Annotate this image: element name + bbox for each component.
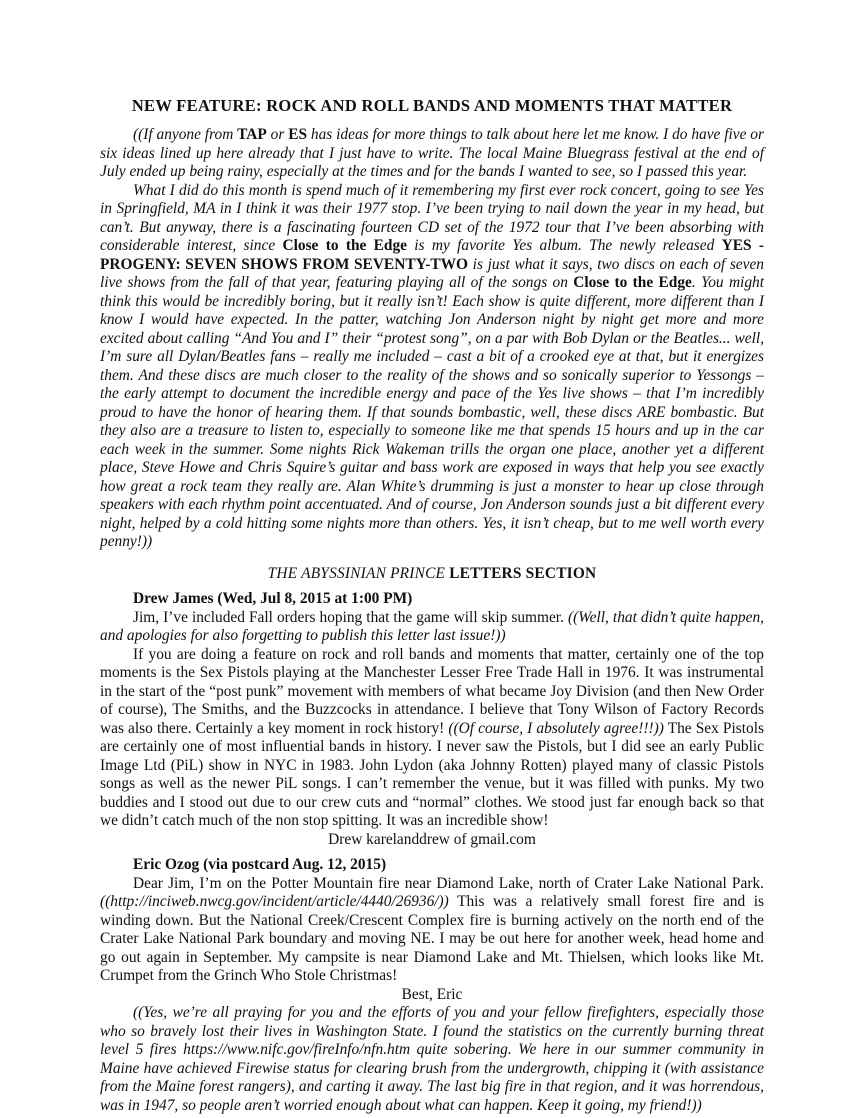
text-run: . You might think this would be incredibly boring, but it really isn’t! Each show is quite different, more different than I know I would have expected. In the patter, watching Jon Anderson night by night get more and more excited about calling “And You and I” their “protest song”, on a par with Bob Dylan or the Beatles... well, I’m sure all Dylan/Beatles fans – really me included – cast a bit of a crooked eye at that, but it energizes them. And these discs are much closer to the reality of the shows and so sonically superior to Yessongs – the early attempt to document the incredible energy and pace of the Yes live shows – that I’m incredibly proud to have the honor of hearing them. If that sounds bombastic, well, these discs ARE bombastic. But they also are a treasure to listen to, especially to someone like me that spends 15 hours and up in the car each week in the summer. Some nights Rick Wakeman trills the organ one place, another yet a different place, Steve Howe and Chris Squire’s guitar and bass work are exposed in ways that help you see exactly how great a rock team they really are. Alan White’s drumming is just a monster to hear up close through speakers with each rhythm point accentuated. And of course, Jon Anderson sounds just a bit different every night, helped by a cold hitting some nights more than others. Yes, it isn’t cheap, but to me well worth every penny!)): [100, 274, 764, 550]
text-run: Close to the Edge: [573, 274, 692, 291]
text-run: Eric Ozog (via postcard Aug. 12, 2015): [133, 856, 387, 873]
text-run: is just what it says, two discs on each of seven live shows from the fall of that year, featuring playing all of the songs on: [100, 255, 764, 291]
paragraph: [100, 875, 764, 986]
text-run: ((If anyone from: [133, 126, 238, 143]
text-run: THE ABYSSINIAN PRINCE: [267, 564, 446, 582]
text-run: ((Of course, I absolutely agree!!!)): [448, 719, 664, 737]
text-run: What I did do this month is spend much of it remembering my first ever rock concert, going to see Yes in Springfield, MA in I think it was their 1977 stop. I’ve been trying to nail down the year in my head, but can’t. But anyway, there is a fascinating fourteen CD set of the 1972 tour that I’ve been absorbing with considerable interest, since: [100, 181, 764, 254]
text-run: LETTERS SECTION: [445, 564, 597, 582]
text-run: is my favorite Yes album. The newly released: [406, 237, 722, 254]
text-run: Close to the Edge: [282, 237, 407, 254]
text-run: This was a relatively small forest fire and is winding down. But the National Creek/Crescent Complex fire is burning actively on the north end of the Crater Lake National Park boundary and moving NE. I may be out here for another week, head home and go out again in September. My campsite is near Diamond Lake and Mt. Thielsen, which looks like Mt. Crumpet from the Grinch Who Stole Christmas!: [100, 893, 764, 984]
page-title: NEW FEATURE: ROCK AND ROLL BANDS AND MOMENTS THAT MATTER: [131, 96, 733, 115]
text-run: Jim, I’ve included Fall orders hoping that the game will skip summer.: [133, 608, 568, 626]
text-run: or: [266, 126, 289, 143]
text-run: TAP: [237, 126, 267, 143]
paragraph: [100, 1004, 764, 1115]
paragraph: [100, 126, 764, 182]
text-run: Dear Jim, I’m on the Potter Mountain fire near Diamond Lake, north of Crater Lake National Park.: [133, 874, 764, 892]
text-run: ((Yes, we’re all praying for you and the efforts of you and your fellow firefighters, especially those who so bravely lost their lives in Washington State. I found the statistics on the currently burning threat level 5 fires https://www.nifc.gov/fireInfo/nfn.htm quite sobering. We here in our summer community in Maine have achieved Firewise status for clearing brush from the undergrowth, chipping it (with assistance from the Maine forest rangers), and carting it away. The last big fire in that region, and it was horrendous, was in 1947, so people aren’t worried enough about what can happen. Keep it going, my friend!)): [100, 1004, 764, 1114]
letter-author-heading: [100, 590, 764, 609]
text-run: has ideas for more things to talk about here let me know. I do have five or six ideas lined up here already that I just have to write. The local Maine Bluegrass festival at the end of July ended up being rainy, especially at the times and for the bands I wanted to see, so I passed this year.: [100, 126, 764, 180]
text-run: ((http://inciweb.nwcg.gov/incident/article/4440/26936/)): [100, 893, 449, 910]
text-run: Best, Eric: [401, 985, 463, 1003]
text-run: Drew James (Wed, Jul 8, 2015 at 1:00 PM): [133, 590, 413, 607]
document-content: [100, 126, 764, 1115]
paragraph: [100, 609, 764, 646]
text-run: ES: [288, 126, 308, 143]
paragraph: [100, 646, 764, 831]
letters-section-heading: [100, 565, 764, 584]
text-run: Drew karelanddrew of gmail.com: [328, 830, 536, 848]
centered-line: [100, 986, 764, 1005]
text-run: The Sex Pistols are certainly one of most influential bands in history. I never saw the Pistols, but I did see an early Public Image Ltd (PiL) show in NYC in 1983. John Lydon (aka Johnny Rotten) played many of classic Pistols songs as well as the newer PiL songs. I can’t remember the venue, but it was filled with punks. My two buddies and I stood out due to our crew cuts and “normal” clothes. We stood just far enough back so that we didn’t catch much of the non stop spitting. It was an incredible show!: [100, 719, 764, 829]
text-run: ((Well, that didn’t quite happen, and apologies for also forgetting to publish this letter last issue!)): [100, 608, 764, 644]
text-run: If you are doing a feature on rock and roll bands and moments that matter, certainly one of the top moments is the Sex Pistols playing at the Manchester Lesser Free Trade Hall in 1976. It was instrumental in the start of the “post punk” movement with members of what became Joy Division (and then New Order of course), The Smiths, and the Buzzcocks in attendance. I believe that Tony Wilson of Factory Records was also there. Certainly a key moment in rock history!: [100, 645, 764, 737]
text-run: YES - PROGENY: SEVEN SHOWS FROM SEVENTY-TWO: [100, 237, 764, 273]
letter-author-heading: [100, 856, 764, 875]
centered-line: [100, 831, 764, 850]
paragraph: [100, 182, 764, 552]
